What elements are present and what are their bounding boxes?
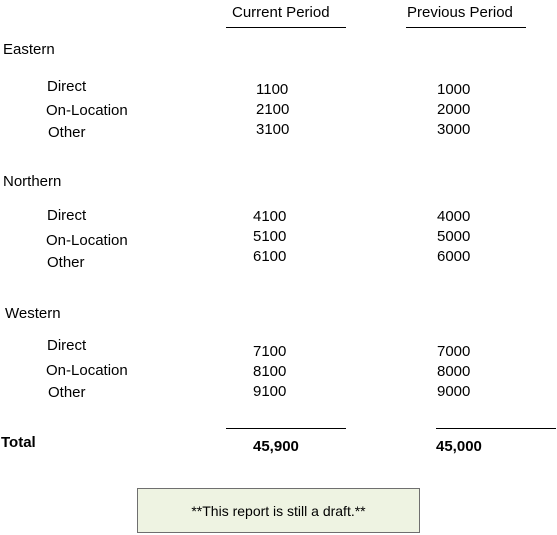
total-current-value: 45,900 bbox=[253, 438, 299, 455]
row-previous-northern-direct: 4000 bbox=[437, 208, 471, 225]
current-period-header-rule bbox=[226, 27, 346, 28]
row-current-eastern-direct: 1100 bbox=[256, 81, 289, 98]
previous-period-header: Previous Period bbox=[407, 4, 513, 21]
row-current-western-direct: 7100 bbox=[253, 343, 287, 360]
row-current-northern-on-location: 5100 bbox=[253, 228, 287, 245]
region-heading-northern: Northern bbox=[3, 173, 62, 190]
row-previous-western-direct: 7000 bbox=[437, 343, 471, 360]
row-current-northern-direct: 4100 bbox=[253, 208, 287, 225]
row-label-western-other: Other bbox=[48, 384, 86, 401]
total-label: Total bbox=[1, 434, 36, 451]
row-label-eastern-other: Other bbox=[48, 124, 86, 141]
current-period-header: Current Period bbox=[232, 4, 330, 21]
row-current-western-on-location: 8100 bbox=[253, 363, 287, 380]
row-current-eastern-other: 3100 bbox=[256, 121, 290, 138]
row-label-eastern-on-location: On-Location bbox=[46, 102, 128, 119]
row-previous-eastern-other: 3000 bbox=[437, 121, 471, 138]
draft-notice-text: **This report is still a draft.** bbox=[191, 502, 366, 519]
row-previous-northern-on-location: 5000 bbox=[437, 228, 471, 245]
draft-notice-box bbox=[137, 488, 420, 533]
row-previous-northern-other: 6000 bbox=[437, 248, 471, 265]
row-current-northern-other: 6100 bbox=[253, 248, 287, 265]
row-previous-western-on-location: 8000 bbox=[437, 363, 471, 380]
current-total-rule bbox=[226, 428, 346, 429]
row-label-northern-on-location: On-Location bbox=[46, 232, 128, 249]
row-label-eastern-direct: Direct bbox=[47, 78, 87, 95]
region-heading-western: Western bbox=[5, 305, 61, 322]
row-label-western-on-location: On-Location bbox=[46, 362, 128, 379]
row-previous-eastern-on-location: 2000 bbox=[437, 101, 471, 118]
previous-period-header-rule bbox=[406, 27, 526, 28]
total-previous-value: 45,000 bbox=[436, 438, 482, 455]
row-current-western-other: 9100 bbox=[253, 383, 287, 400]
row-previous-western-other: 9000 bbox=[437, 383, 471, 400]
row-label-western-direct: Direct bbox=[47, 337, 87, 354]
row-current-eastern-on-location: 2100 bbox=[256, 101, 290, 118]
row-previous-eastern-direct: 1000 bbox=[437, 81, 471, 98]
region-heading-eastern: Eastern bbox=[3, 41, 55, 58]
previous-total-rule bbox=[436, 428, 556, 429]
row-label-northern-direct: Direct bbox=[47, 207, 87, 224]
row-label-northern-other: Other bbox=[47, 254, 85, 271]
